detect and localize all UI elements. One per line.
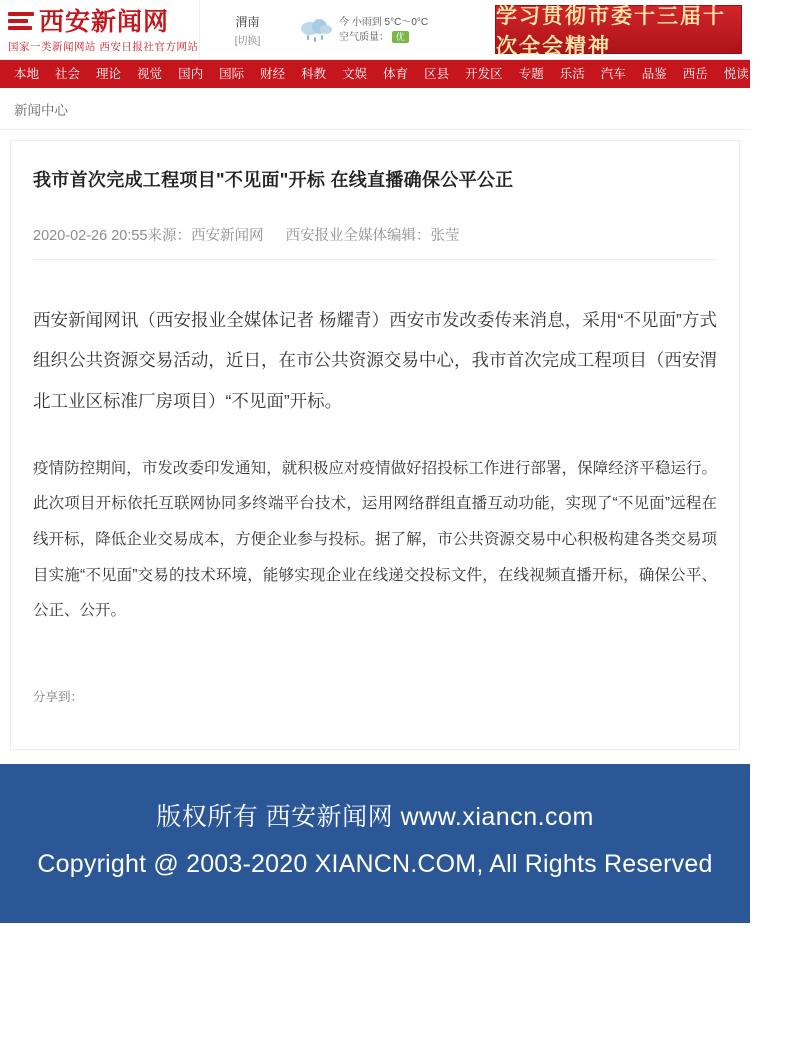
article-title: 我市首次完成工程项目"不见面"开标 在线直播确保公平公正 <box>33 170 514 190</box>
weather-city-label: 渭南 <box>235 14 260 29</box>
footer-copyright-cn: 版权所有 西安新闻网 www.xiancn.com <box>156 802 594 831</box>
article-paragraph-1: 西安新闻网讯（西安报业全媒体记者 杨耀青）西安市发改委传来消息，采用“不见面”方式组织公共资源交易活动，近日，在市公共资源交易中心，我市首次完成工程项目（西安渭北工业区标准厂房项目）“不见面”开标。 <box>33 310 717 411</box>
site-header <box>0 0 750 60</box>
breadcrumb <box>0 88 750 130</box>
site-brand[interactable] <box>0 0 200 59</box>
breadcrumb-item-news-center[interactable]: 新闻中心 <box>14 102 68 118</box>
air-quality-label: 空气质量： <box>339 31 389 43</box>
nav-item-lilun[interactable]: 理论 <box>96 67 122 81</box>
brand-subtitle: 国家一类新闻网站 西安日报社官方网站 <box>8 40 199 53</box>
footer-copyright-en: Copyright @ 2003-2020 XIANCN.COM, All Rights Reserved <box>37 850 713 879</box>
nav-item-zhuanti[interactable]: 专题 <box>518 67 544 81</box>
site-footer <box>0 764 750 923</box>
weather-air-line <box>339 30 428 45</box>
nav-item-kaifaqu[interactable]: 开发区 <box>465 67 503 81</box>
brand-name: 西安新闻网 <box>39 6 170 36</box>
nav-item-shijue[interactable]: 视觉 <box>137 67 163 81</box>
nav-item-kejiao[interactable]: 科教 <box>301 67 327 81</box>
article-paragraph-2: 疫情防控期间，市发改委印发通知，就积极应对疫情做好招投标工作进行部署，保障经济平稳运行。此次项目开标依托互联网协同多终端平台技术，运用网络群组直播互动功能，实现了“不见面”远程在线开标，降低企业交易成本，方便企业参与投标。据了解，市公共资源交易中心积极构建各类交易项目实施“不见面”交易的技术环境，能够实现企业在线递交投标文件，在线视频直播开标，确保公平、公正、公开。 <box>33 459 717 620</box>
nav-item-shehui[interactable]: 社会 <box>55 67 81 81</box>
article-meta <box>33 224 717 260</box>
brand-top <box>8 8 193 36</box>
nav-item-guonei[interactable]: 国内 <box>178 67 204 81</box>
article-card <box>10 140 740 750</box>
article-editor: 西安报业全媒体编辑：张莹 <box>285 228 460 244</box>
nav-item-tiyu[interactable]: 体育 <box>383 67 409 81</box>
article-body <box>33 260 717 629</box>
article-datetime-source: 2020-02-26 20:55来源：西安新闻网 <box>33 228 264 244</box>
nav-item-bendi[interactable]: 本地 <box>14 67 40 81</box>
nav-item-yuedu[interactable]: 悦读 <box>723 67 749 81</box>
air-quality-badge: 优 <box>392 31 409 43</box>
nav-item-quxian[interactable]: 区县 <box>424 67 450 81</box>
weather-switch-link[interactable]: [切换] <box>234 35 261 47</box>
nav-item-wenyu[interactable]: 文娱 <box>342 67 368 81</box>
nav-item-lehuo[interactable]: 乐活 <box>559 67 585 81</box>
weather-detail <box>295 0 495 59</box>
weather-temp-line: 今 小雨到 5°C～0°C <box>339 16 429 28</box>
weather-lines <box>339 15 428 45</box>
nav-item-pinjian[interactable]: 品鉴 <box>641 67 667 81</box>
share-label: 分享到： <box>33 689 84 704</box>
nav-item-guoji[interactable]: 国际 <box>219 67 245 81</box>
weather-city-block[interactable] <box>200 0 295 59</box>
red-stripes-logo-icon <box>8 9 34 35</box>
promo-banner[interactable]: 学习贯彻市委十三届十次全会精神 <box>495 5 742 54</box>
nav-item-xiyue[interactable]: 西岳 <box>682 67 708 81</box>
nav-item-qiche[interactable]: 汽车 <box>600 67 626 81</box>
nav-item-shoucang[interactable]: 收藏 <box>764 67 790 81</box>
main-nav <box>0 60 790 88</box>
page-content <box>0 140 750 764</box>
cloud-rain-icon <box>299 17 333 43</box>
nav-item-caijing[interactable]: 财经 <box>260 67 286 81</box>
